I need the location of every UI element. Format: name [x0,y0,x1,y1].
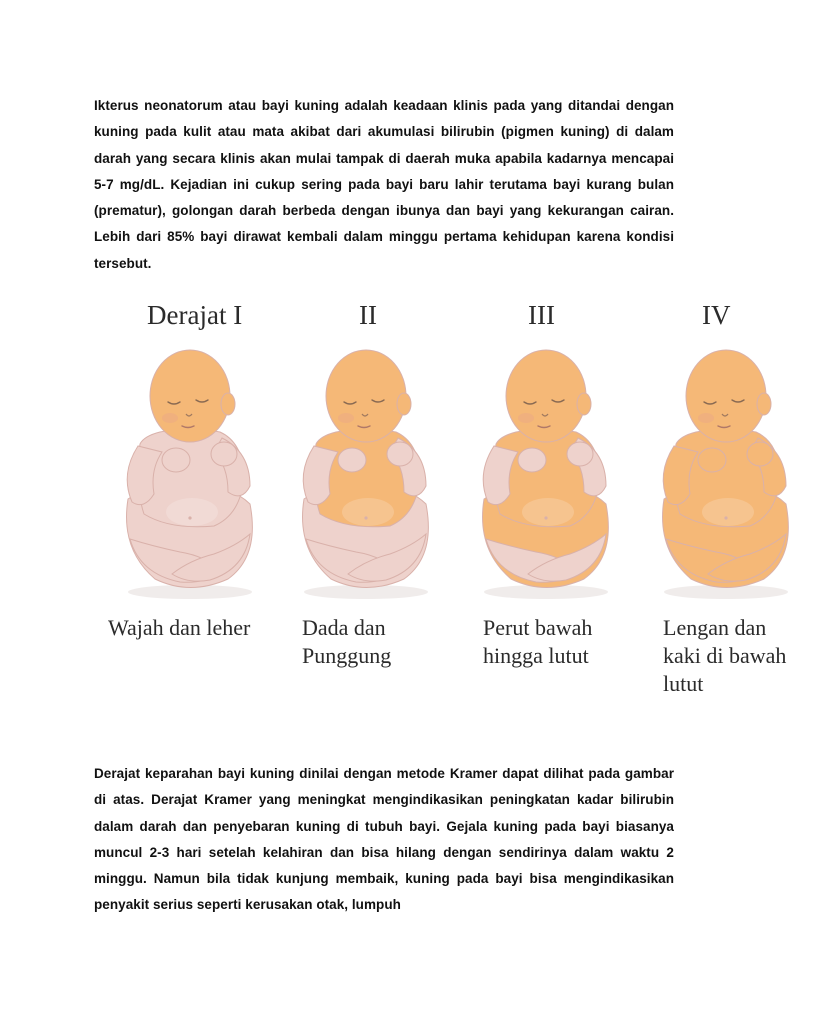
baby-left-fist [518,448,546,472]
baby-left-fist [162,448,190,472]
caption-line: kaki di bawah [663,643,787,668]
stage-title: III [528,300,555,330]
baby-left-fist [338,448,366,472]
baby-cheek [698,413,714,423]
baby-navel [544,516,547,519]
baby-head [326,350,406,442]
baby-head [506,350,586,442]
baby-cheek [338,413,354,423]
baby-cheek [518,413,534,423]
stage-caption [302,614,391,670]
baby-ear [757,393,771,415]
baby-navel [188,516,191,519]
baby-ear [221,393,235,415]
baby-right-fist [211,442,237,466]
caption-line: Dada dan [302,615,386,640]
caption-line: Wajah dan leher [108,615,251,640]
stage-caption [108,614,250,642]
baby-illustration [646,334,806,604]
baby-belly-highlight [342,498,394,526]
baby-ear [577,393,591,415]
caption-line: Lengan dan [663,615,767,640]
baby-head [686,350,766,442]
baby-illustration [466,334,626,604]
baby-cheek [162,413,178,423]
kramer-figure [100,296,787,716]
baby-illustration [110,334,270,604]
stage-caption [663,614,786,698]
baby-right-fist [387,442,413,466]
baby-left-fist [698,448,726,472]
baby-belly-highlight [702,498,754,526]
baby-navel [364,516,367,519]
caption-line: lutut [663,671,704,696]
stage-title: IV [702,300,731,330]
stage-derajat-1 [110,296,290,716]
stage-derajat-4 [646,296,826,716]
intro-paragraph: Ikterus neonatorum atau bayi kuning adalah keadaan klinis pada yang ditandai dengan kuning pada kulit atau mata akibat dari akumulasi bilirubin (pigmen kuning) di dalam darah yang secara klinis akan mulai tampak di daerah muka apabila kadarnya mencapai 5-7 mg/dL. Kejadian ini cukup sering pada bayi baru lahir terutama bayi kurang bulan (prematur), golongan darah berbeda dengan ibunya dan bayi yang kekurangan cairan. Lebih dari 85% bayi dirawat kembali dalam minggu pertama kehidupan karena kondisi tersebut. [94,98,674,271]
caption-line: Punggung [302,643,392,668]
baby-belly-highlight [522,498,574,526]
stage-title: Derajat I [147,300,243,330]
kramer-paragraph: Derajat keparahan bayi kuning dinilai dengan metode Kramer dapat dilihat pada gambar di atas. Derajat Kramer yang meningkat mengindikasikan peningkatan kadar bilirubin dalam darah dan penyebaran kuning di tubuh bayi. Gejala kuning pada bayi biasanya muncul 2-3 hari setelah kelahiran dan bisa hilang dengan sendirinya dalam waktu 2 minggu. Namun bila tidak kunjung membaik, kuning pada bayi bisa mengindikasikan penyakit serius seperti kerusakan otak, lumpuh [94,766,674,913]
baby-navel [724,516,727,519]
baby-right-fist [567,442,593,466]
baby-illustration [286,334,446,604]
stage-derajat-2 [286,296,466,716]
baby-ear [397,393,411,415]
baby-right-fist [747,442,773,466]
caption-line: Perut bawah [483,615,593,640]
stage-title: II [359,300,377,330]
caption-line: hingga lutut [483,643,589,668]
stage-derajat-3 [466,296,646,716]
baby-belly-highlight [166,498,218,526]
stage-caption [483,614,592,670]
baby-head [150,350,230,442]
